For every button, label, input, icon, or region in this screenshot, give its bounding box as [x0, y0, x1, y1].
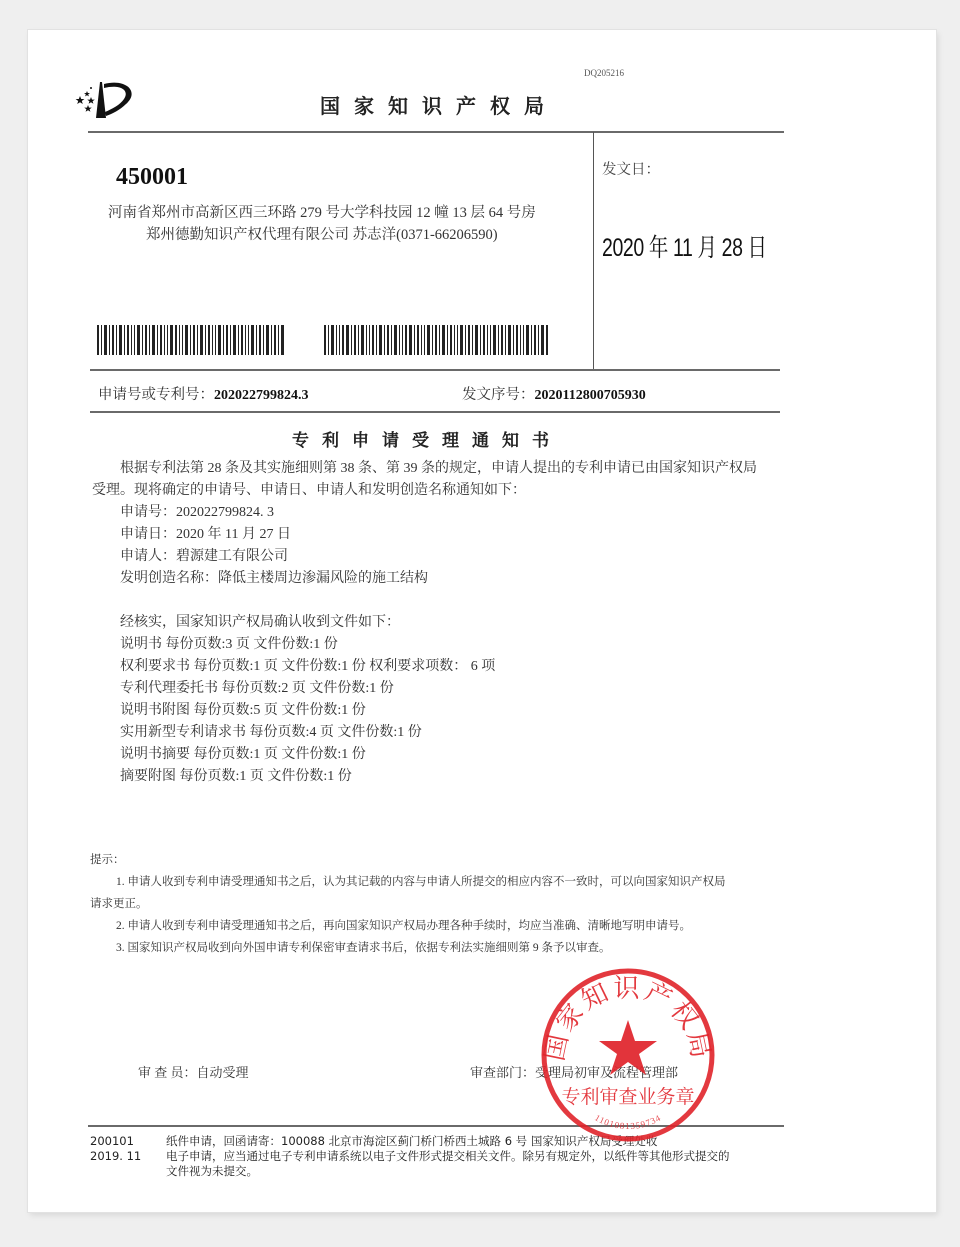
header-divider: [88, 131, 784, 133]
document-item: 专利代理委托书 每份页数:2 页 文件份数:1 份: [120, 681, 394, 696]
field-label: 发明创造名称：: [120, 571, 218, 586]
field-invention-title: [120, 568, 428, 590]
serial-number-label: 发文序号：: [462, 387, 535, 403]
examiner: [138, 1062, 249, 1084]
issue-date-label: 发文日：: [602, 162, 660, 178]
document-item: 说明书摘要 每份页数:1 页 文件份数:1 份: [120, 747, 366, 762]
notice-intro-line1: 根据专利法第 28 条及其实施细则第 38 条、第 39 条的规定，申请人提出的专利申请已由国家知识产权局: [120, 461, 757, 476]
official-seal-stamp: [538, 965, 718, 1145]
issue-date-divider: [593, 132, 594, 370]
field-label: 申请人：: [120, 549, 176, 564]
agency-title: 国家知识产权局: [320, 94, 558, 118]
field-value: 碧源建工有限公司: [176, 549, 288, 564]
recipient-agency: 郑州德勤知识产权代理有限公司 苏志洋(0371-66206590): [146, 227, 498, 243]
barcode-serial: [324, 325, 549, 355]
footer-line-1: 纸件申请，回函请寄：100088 北京市海淀区蓟门桥门桥西土城路 6 号 国家知识产权局受理处收: [166, 1134, 658, 1148]
hint-item-1-cont: 请求更正。: [90, 898, 148, 910]
footer-code-1: 200101: [90, 1134, 134, 1148]
examiner-value: 自动受理: [196, 1065, 249, 1080]
document-item: 说明书 每份页数:3 页 文件份数:1 份: [120, 637, 338, 652]
field-label: 申请日：: [120, 527, 176, 542]
svg-text:1101081359734: [593, 1112, 663, 1131]
footer-line-3: 文件视为未提交。: [166, 1164, 258, 1178]
confirm-line: 经核实，国家知识产权局确认收到文件如下：: [120, 615, 400, 630]
hint-item-1: 1. 申请人收到专利申请受理通知书之后，认为其记载的内容与申请人所提交的相应内容不一致时，可以向国家知识产权局: [116, 876, 726, 888]
postcode: 450001: [116, 164, 188, 190]
examiner-label: 审 查 员：: [138, 1065, 197, 1080]
serial-number-value: 2020112800705930: [534, 388, 646, 403]
seal-serial: 1101081359734: [593, 1112, 663, 1132]
field-application-date: [120, 524, 291, 546]
field-applicant: [120, 546, 288, 568]
field-value: 降低主楼周边渗漏风险的施工结构: [218, 571, 428, 586]
field-value: 2020 年 11 月 27 日: [176, 527, 291, 542]
seal-outer-text: 国家知识产权局: [539, 974, 717, 1064]
footer-code-2: 2019. 11: [90, 1149, 142, 1163]
field-label: 申请号：: [120, 505, 176, 520]
notice-intro-line2: 受理。现将确定的申请号、申请日、申请人和发明创造名称通知如下：: [92, 483, 526, 498]
document-item: 权利要求书 每份页数:1 页 文件份数:1 份 权利要求项数： 6 项: [120, 659, 496, 674]
application-number-row: [98, 383, 309, 404]
notice-title: 专利申请受理通知书: [292, 431, 562, 451]
issue-date: 2020 年 11 月 28 日: [602, 234, 767, 262]
cnipa-logo-icon: [74, 74, 140, 122]
field-application-number: [120, 502, 274, 524]
form-code: DQ205216: [584, 68, 624, 78]
document-item: 说明书附图 每份页数:5 页 文件份数:1 份: [120, 703, 366, 718]
document-item: 摘要附图 每份页数:1 页 文件份数:1 份: [120, 769, 352, 784]
application-number-label: 申请号或专利号：: [98, 387, 214, 403]
hints-title: 提示：: [90, 854, 125, 866]
barcode-divider: [90, 369, 780, 371]
barcode-application: [97, 325, 285, 355]
department-label: 审查部门：: [470, 1065, 536, 1080]
reference-divider: [90, 411, 780, 413]
recipient-address: 河南省郑州市高新区西三环路 279 号大学科技园 12 幢 13 层 64 号房: [108, 205, 536, 221]
department-value: 受理局初审及流程管理部: [535, 1065, 679, 1080]
hint-item-2: 2. 申请人收到专利申请受理通知书之后，再向国家知识产权局办理各种手续时，均应当准确、清晰地写明申请号。: [116, 920, 691, 932]
serial-number-row: [462, 383, 646, 404]
field-value: 202022799824. 3: [176, 505, 274, 520]
seal-inner-text: 专利审查业务章: [561, 1086, 695, 1108]
footer-line-2: 电子申请，应当通过电子专利申请系统以电子文件形式提交相关文件。除另有规定外，以纸件等其他形式提交的: [166, 1149, 730, 1163]
application-number-value: 202022799824.3: [214, 388, 309, 403]
hint-item-3: 3. 国家知识产权局收到向外国申请专利保密审查请求书后，依据专利法实施细则第 9 条予以审查。: [116, 942, 611, 954]
document-item: 实用新型专利请求书 每份页数:4 页 文件份数:1 份: [120, 725, 422, 740]
